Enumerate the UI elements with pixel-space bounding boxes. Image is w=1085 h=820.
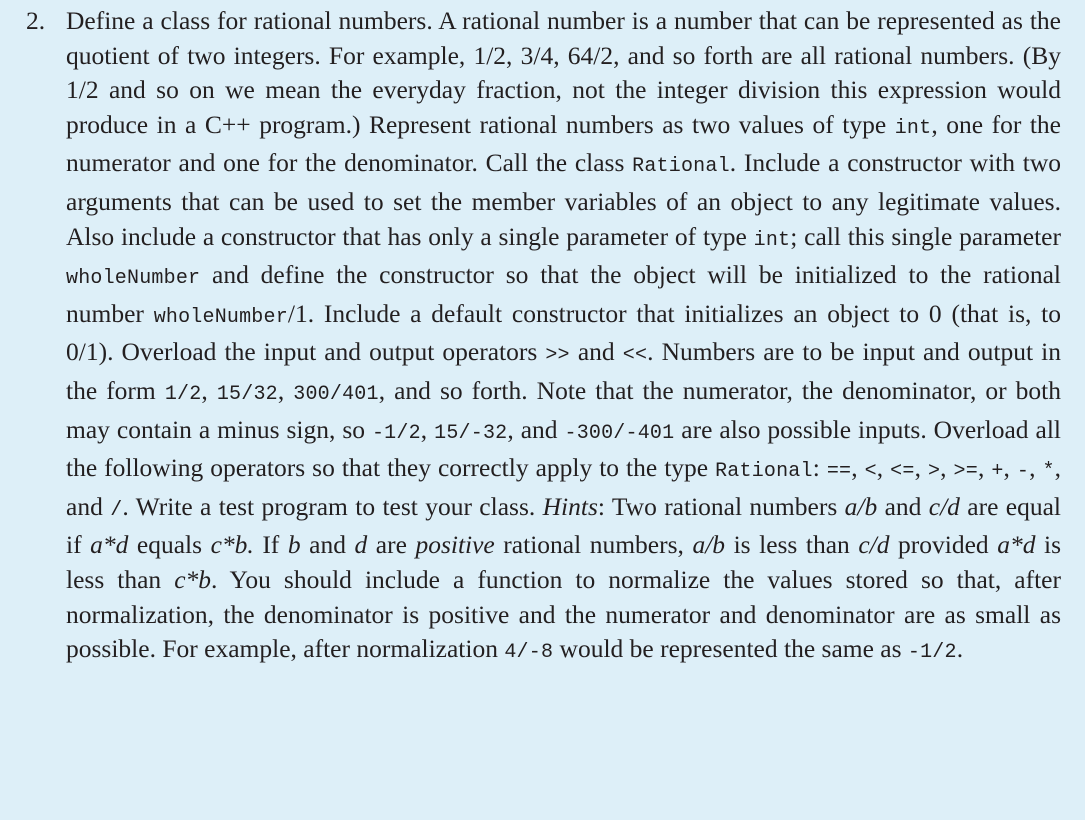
code-term: wholeNumber [66, 267, 201, 291]
text-run: , [201, 375, 217, 405]
text-run: and [569, 337, 623, 367]
text-run: . You should include a function to normalize the values stored so that, after normalization, the denominator is positive and the numerator and denominator are as small as possible. For example, after normalization [66, 564, 1061, 664]
problem-number: 2. [26, 6, 46, 35]
text-run: . Write a test program to test your class. [122, 491, 543, 521]
text-run: . Numbers are to be input and output in the form [66, 337, 1061, 405]
code-term: 4/-8 [504, 641, 554, 665]
text-run: , [977, 453, 992, 483]
code-term: int [894, 116, 932, 140]
text-run: . Include a constructor with two arguments that can be used to set the member variables of an object to any legitimate values. Also include a constructor that has only a single parameter of type [66, 148, 1061, 251]
text-run: and [877, 491, 929, 521]
text-run: is less than [66, 530, 1061, 594]
text-run: , [1029, 453, 1043, 483]
text-run: , [420, 414, 435, 444]
emphasis-text: c/d [858, 530, 890, 560]
text-run: , [851, 453, 865, 483]
code-term: * [1042, 460, 1055, 484]
code-term: Rational [715, 460, 813, 484]
text-run: , one for the numerator and one for the denominator. Call the class [66, 109, 1061, 178]
text-run: , [914, 453, 928, 483]
text-run: rational numbers, [494, 530, 693, 560]
emphasis-text: Hints [542, 491, 598, 521]
emphasis-text: a/b [692, 530, 726, 560]
emphasis-text: a*d [997, 530, 1036, 560]
code-term: == [826, 460, 852, 484]
text-run: Define a class for rational numbers. A rational number is a number that can be represented as the quotient of two integers. For example, 1/2, 3/4, 64/2, and so forth are all rational numbers. (By 1/2 and so on we mean the everyday fraction, not the integer division this expression would produce in a C++ program.) Represent rational numbers as two values of type [66, 6, 1061, 139]
text-run: , and [507, 414, 565, 444]
text-run: , [940, 453, 954, 483]
text-run: : Two rational numbers [597, 491, 845, 521]
text-run: and define the constructor so that the object will be initialized to the rational number [66, 260, 1061, 328]
code-term: -300/-401 [564, 421, 675, 445]
problem-text [66, 4, 1061, 671]
text-run: are also possible inputs. Overload all the following operators so that they correctly apply to the type [66, 414, 1062, 483]
text-run: If [253, 530, 288, 560]
text-run: is less than [725, 530, 859, 560]
text-run: , and so forth. Note that the numerator, the denominator, or both may contain a minus sign, so [66, 375, 1062, 444]
code-term: wholeNumber [153, 305, 288, 329]
code-term: 300/401 [293, 382, 379, 406]
code-term: 15/-32 [434, 421, 508, 445]
emphasis-text: a/b [844, 491, 878, 521]
text-run: , and [66, 453, 1062, 521]
text-run: ; call this single parameter [790, 221, 1061, 251]
emphasis-text: d [354, 530, 368, 560]
emphasis-text: c*b [174, 564, 212, 594]
text-run: are [367, 530, 416, 560]
code-term: < [864, 460, 877, 484]
text-run: . [956, 634, 964, 664]
code-term: Rational [632, 155, 730, 179]
code-term: - [1016, 460, 1030, 484]
code-term: << [622, 344, 648, 368]
emphasis-text: c*b. [210, 530, 254, 560]
text-run: are equal if [66, 491, 1061, 560]
code-term: <= [890, 460, 915, 484]
text-run: equals [128, 530, 211, 560]
code-term: -1/2 [371, 421, 421, 445]
emphasis-text: positive [415, 530, 495, 560]
emphasis-text: a*d [90, 530, 129, 560]
code-term: / [110, 498, 123, 522]
text-run: and [300, 530, 355, 560]
code-term: int [753, 228, 791, 252]
text-run: , [277, 375, 294, 405]
code-term: + [991, 460, 1004, 484]
emphasis-text: b [287, 530, 301, 560]
text-run: provided [889, 530, 998, 560]
code-term: -1/2 [907, 641, 957, 665]
code-term: 1/2 [164, 382, 202, 406]
text-run: would be represented the same as [553, 634, 908, 664]
code-term: > [927, 460, 941, 484]
text-run: : [812, 453, 827, 483]
code-term: >> [545, 344, 570, 368]
text-run: /1. Include a default constructor that initializes an object to 0 (that is, to 0/1). Overload the input and output operators [66, 298, 1061, 367]
code-term: 15/32 [216, 382, 278, 406]
code-term: >= [953, 460, 978, 484]
text-run: , [1003, 453, 1017, 483]
text-run: , [876, 453, 891, 483]
emphasis-text: c/d [928, 491, 960, 521]
